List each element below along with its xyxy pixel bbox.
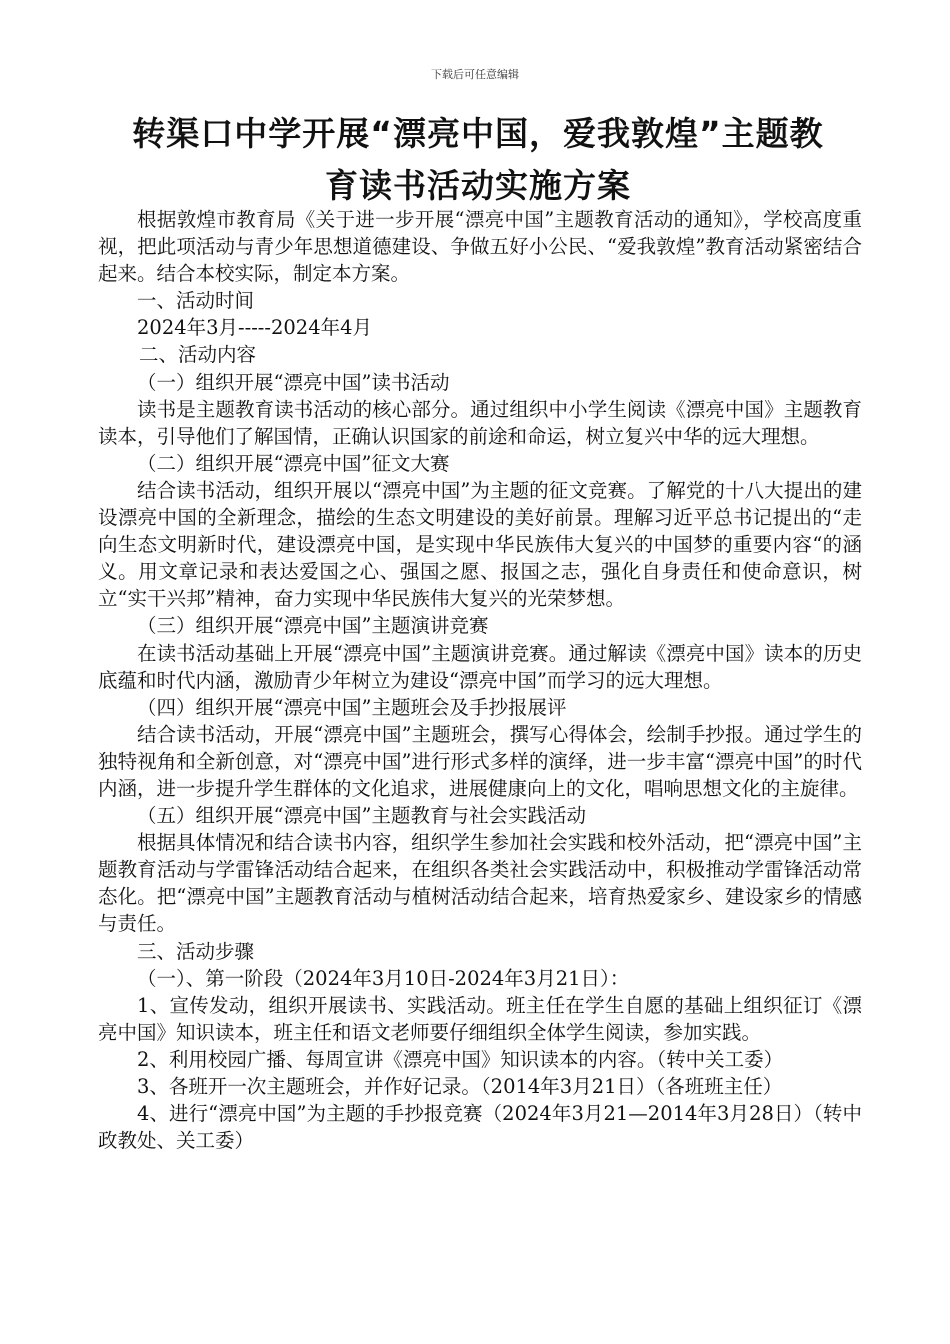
step-item-3: 3、各班开一次主题班会，并作好记录。（2014年3月21日）（各班班主任） bbox=[137, 1075, 783, 1098]
stage-one-heading: （一）、第一阶段（2024年3月10日-2024年3月21日）： bbox=[137, 966, 630, 990]
paragraph-social-practice: 根据具体情况和结合读书内容，组织学生参加社会实践和校外活动，把“漂亮中国”主题教育活动与学雷锋活动结合起来，在组织各类社会实践活动中，积极推动学雷锋活动常态化。把“漂亮中国”主题教育活动与植树活动结合起来，培育热爱家乡、建设家乡的情感与责任。 bbox=[98, 831, 862, 936]
subheading-social-practice: （五）组织开展“漂亮中国”主题教育与社会实践活动 bbox=[137, 804, 586, 828]
section-heading-steps: 三、活动步骤 bbox=[137, 939, 255, 963]
subheading-reading: （一）组织开展“漂亮中国”读书活动 bbox=[137, 370, 450, 394]
section-heading-time: 一、活动时间 bbox=[137, 289, 255, 313]
step-item-2: 2、利用校园广播、每周宣讲《漂亮中国》知识读本的内容。（转中关工委） bbox=[137, 1047, 784, 1071]
title-line-1: 转渠口中学开展“漂亮中国，爱我敦煌”主题教 bbox=[132, 114, 824, 153]
paragraph-reading: 读书是主题教育读书活动的核心部分。通过组织中小学生阅读《漂亮中国》主题教育读本，引导他们了解国情，正确认识国家的前途和命运，树立复兴中华的远大理想。 bbox=[98, 397, 862, 448]
paragraph-speech: 在读书活动基础上开展“漂亮中国”主题演讲竞赛。通过解读《漂亮中国》读本的历史底蕴和时代内涵，激励青少年树立为建设“漂亮中国”而学习的远大理想。 bbox=[98, 641, 862, 692]
subheading-speech: （三）组织开展“漂亮中国”主题演讲竞赛 bbox=[137, 614, 489, 638]
document-body bbox=[98, 206, 862, 1154]
activity-time: 2024年3月-----2024年4月 bbox=[137, 316, 373, 340]
section-heading-content: 二、活动内容 bbox=[138, 343, 256, 367]
step-item-4: 4、进行“漂亮中国”为主题的手抄报竞赛（2024年3月21—2014年3月28日）（转中政教处、关工委） bbox=[98, 1102, 862, 1153]
paragraph-essay: 结合读书活动，组织开展以“漂亮中国”为主题的征文竞赛。了解党的十八大提出的建设漂亮中国的全新理念，描绘的生态文明建设的美好前景。理解习近平总书记提出的“走向生态文明新时代，建设漂亮中国，是实现中华民族伟大复兴的中国梦的重要内容“的涵义。用文章记录和表达爱国之心、强国之愿、报国之志，强化自身责任和使命意识，树立“实干兴邦”精神，奋力实现中华民族伟大复兴的光荣梦想。 bbox=[98, 478, 862, 611]
step-item-1: 1、宣传发动，组织开展读书、实践活动。班主任在学生自愿的基础上组织征订《漂亮中国》知识读本，班主任和语文老师要仔细组织全体学生阅读，参加实践。 bbox=[98, 993, 862, 1044]
page-header-note: 下载后可任意编辑 bbox=[431, 68, 519, 81]
intro-paragraph: 根据敦煌市教育局《关于进一步开展“漂亮中国”主题教育活动的通知》，学校高度重视，把此项活动与青少年思想道德建设、争做五好小公民、“爱我敦煌”教育活动紧密结合起来。结合本校实际，制定本方案。 bbox=[98, 208, 862, 286]
title-line-2: 育读书活动实施方案 bbox=[325, 166, 631, 205]
subheading-essay: （二）组织开展“漂亮中国”征文大赛 bbox=[137, 451, 450, 475]
paragraph-class-meeting: 结合读书活动，开展“漂亮中国”主题班会，撰写心得体会，绘制手抄报。通过学生的独特视角和全新创意，对“漂亮中国”进行形式多样的演绎，进一步丰富“漂亮中国”的时代内涵，进一步提升学生群体的文化追求，进展健康向上的文化，唱响思想文化的主旋律。 bbox=[98, 722, 862, 800]
document-title bbox=[98, 108, 858, 212]
subheading-class-meeting: （四）组织开展“漂亮中国”主题班会及手抄报展评 bbox=[137, 695, 567, 719]
